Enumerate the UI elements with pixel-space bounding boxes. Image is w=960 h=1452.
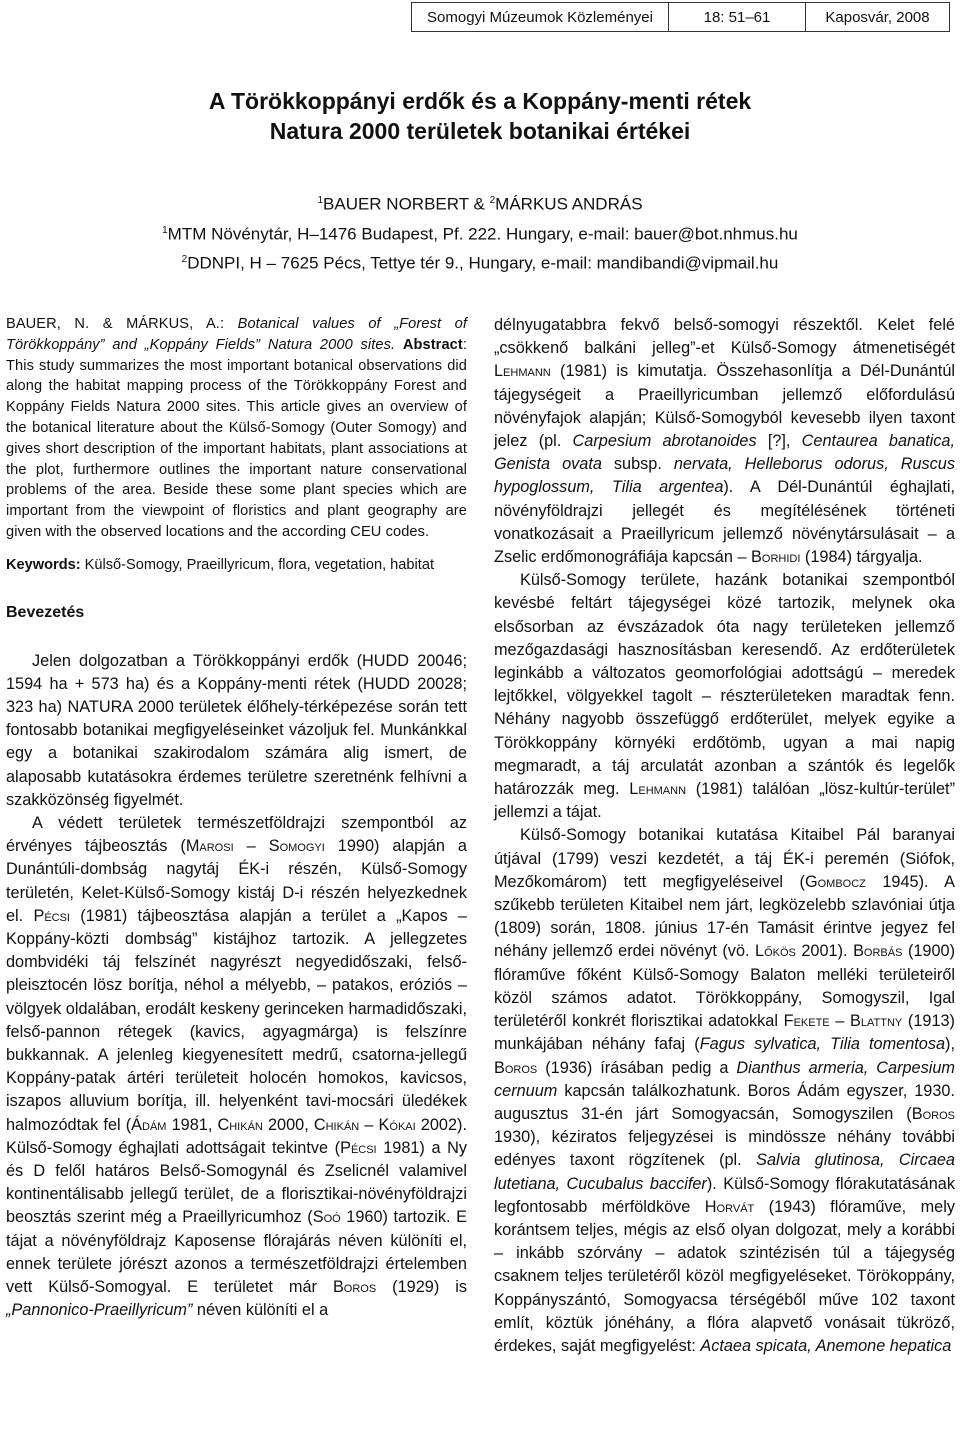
right-paragraph-3: [494, 824, 955, 1358]
t: A védett területek természetföldrajzi szempontból az érvényes tájbeosztás (: [6, 813, 467, 856]
ref-chikan: Chikán: [217, 1115, 263, 1134]
t: (1981) is kimutatja. Összehasonlítja a Dél-Dunántúl tájegységeit a Praeillyricumban jellemző előfordulású növényfajok alapján; Külső-Somogyból kevesebb ilyen taxont jelez (pl.: [494, 362, 955, 451]
ref-lehmann: Lehmann: [494, 362, 551, 381]
section-heading: Bevezetés: [6, 603, 85, 621]
aff-1-sup: 1: [162, 224, 168, 236]
t: (1929) is: [376, 1278, 467, 1297]
place-year: Kaposvár, 2008: [825, 8, 930, 26]
taxon: Centaurea banatica, Genista ovata: [494, 432, 955, 474]
t: (1913) munkájában néhány fafaj (: [494, 1012, 955, 1054]
ref-boros: Boros: [494, 1058, 538, 1077]
right-paragraph-1: [494, 314, 955, 569]
abstract-text: : This study summarizes the most important botanical observations did along the habitat mapping process of the Törökkoppány Forest and Koppány Fields Natura 2000 sites. This article gives an overview of the botanical literature about the Külső-Somogy (Outer Somogy) and gives short description of the important habitats, plant associations at the plot, furthermore outlines the important nature conservational problems of the area. Beside these some plant species which are important from the viewpoint of floristics and plant geography are given with the observed locations and the according CEU codes.: [6, 336, 468, 540]
intro-paragraph-2: [6, 812, 467, 1322]
taxon: Carpesium abrotanoides: [572, 432, 757, 451]
t: –: [829, 1012, 851, 1031]
ref-gombocz: Gombocz: [804, 872, 866, 891]
author-2-sup: 2: [489, 195, 496, 206]
taxon: Fagus sylvatica, Tilia tomentosa: [699, 1035, 946, 1054]
t: 2001).: [795, 942, 854, 961]
taxon: Actaea spicata, Anemone hepatica: [700, 1336, 952, 1355]
t: délnyugatabbra fekvő belső-somogyi részektől. Kelet felé „csökkenő balkáni jelleg”-et Külső-Somogy átmenetiségét: [494, 316, 955, 358]
ref-fekete: Fekete: [783, 1012, 830, 1031]
journal-header: [411, 2, 950, 32]
keywords-text: Külső-Somogy, Praeillyricum, flora, vegetation, habitat: [80, 556, 434, 573]
ref-lokos: Lőkös: [755, 942, 796, 961]
ref-boros: Boros: [332, 1278, 377, 1297]
t: –: [233, 837, 269, 856]
t: ). A Dél-Dunántúl éghajlati, növényföldrajzi jellegét és megítélésének történeti vonatkozásait a Praeillyricum jellemző növénytársulásait – a Zselic erdőmonográfiája kapcsán –: [494, 478, 956, 567]
affiliation-1: [0, 218, 960, 248]
abstract-label: Abstract: [402, 336, 463, 353]
intro-paragraph-1: Jelen dolgozatban a Törökkoppányi erdők (HUDD 20046; 1594 ha + 573 ha) és a Koppány-menti rétek (HUDD 20028; 323 ha) NATURA 2000 területek élőhely-térképezése során tett fontosabb botanikai megfigyeléseinket vázoljuk fel. Munkánkkal egy a botanikai szakirodalom számára alig ismert, de alaposabb kutatásokra érdemes területre szeretnénk felhívni a szakközönség figyelmét.: [6, 651, 467, 809]
ref-marosi: Marosi: [185, 837, 234, 856]
title-line-2: Natura 2000 területek botanikai értékei: [269, 118, 691, 144]
t: (1981) találóan „lösz-kultúr-terület” jellemzi a tájat.: [494, 780, 956, 822]
t: 1990) alapján a Dunántúli-dombság nagytáj ÉK-i részén, Külső-Somogy területén, Kelet-Külső-Somogy kistáj D-i részén helyezkednek el.: [6, 837, 467, 925]
ref-pecsi: Pécsi: [33, 906, 70, 925]
t: Külső-Somogy területe, hazánk botanikai szempontból kevésbé feltárt tájegységei közé tartozik, melynek oka elsősorban az évszázadok óta nagy területeken jellemző mezőgazdasági hasznosításban keresendő. Az erdőterületek leginkább a változatos geomorfológiai adottságú – meredek lejtőkkel, völgyekkel tagolt – részterületeken maradtak fenn. Néhány nagyobb összefüggő erdőterület, melyek egyike a Törökkoppány környéki erdőtömb, ugyan a mai napig megmaradt, a táj arculatát azonban a szántók és legelők határozzák meg.: [494, 571, 955, 799]
ref-kokai: Kókai: [378, 1115, 416, 1134]
t: néven különíti el a: [192, 1301, 329, 1320]
aff-2-text: DDNPI, H – 7625 Pécs, Tettye tér 9., Hungary, e-mail: mandibandi@vipmail.hu: [187, 253, 779, 273]
taxon: nervata, Helleborus odorus, Ruscus hypoglossum, Tilia argentea: [494, 455, 956, 497]
aff-2-sup: 2: [181, 254, 188, 266]
taxon: Dianthus armeria, Carpesium cernuum: [494, 1058, 955, 1100]
t: subsp.: [601, 455, 674, 474]
t: 1945). A szűkebb területen Kitaibel nem járt, legközelebb szlavóniai útja (1809) során, 1808. június 17-én Tamásit érintve jegyez fel néhány jellemző erdei növényt (vö.: [494, 872, 955, 961]
t: (1900) flóraműve főként Külső-Somogy Balaton melléki területeiről közöl számos adatot. Törökkoppány, Somogyszil, Igal területéről konkrét florisztikai adatokkal: [494, 942, 956, 1031]
t: 1981,: [166, 1115, 218, 1134]
author-1: BAUER NORBERT &: [323, 194, 490, 214]
ref-somogyi: Somogyi: [268, 837, 325, 856]
ref-lehmann: Lehmann: [629, 780, 687, 799]
t: 2000,: [262, 1115, 314, 1134]
title-line-1: A Törökkoppányi erdők és a Koppány-menti rétek: [208, 88, 752, 114]
ref-horvat: Horvát: [704, 1197, 755, 1216]
page-range: 18: 51–61: [669, 3, 806, 31]
t: (1984) tárgyalja.: [800, 548, 923, 567]
t: 2002). Külső-Somogy éghajlati adottságait tekintve (: [6, 1115, 467, 1157]
t: Külső-Somogy botanikai kutatása Kitaibel Pál baranyai útjával (1799) veszi kezdetét, a táj ÉK-i peremén (Siófok, Mezőkomárom) tett megfigyeléseivel (: [494, 826, 955, 891]
article-title: [0, 86, 960, 146]
ref-pecsi: Pécsi: [340, 1138, 377, 1157]
t: kapcsán találkozhatunk. Boros Ádám egyszer, 1930. augusztus 31-én járt Somogyacsán, Somogyszilen (: [494, 1081, 955, 1123]
abstract: [6, 314, 467, 543]
t: (1943) flóraműve, mely korántsem teljes, mégis az első olyan dolgozat, mely a korábbi – inkább szórvány – adatok szintézisén túl a tájegység csaknem teljes területéről közöl megfigyeléseket. Törökoppány, Koppányszántó, Somogyacsa térségéből műve 102 taxont említ, köztük jónéhány, a flóra alapvető vonásait tükröző, érdekes, saját megfigyelést:: [494, 1197, 955, 1355]
t: ),: [945, 1035, 955, 1054]
t: 1930), kéziratos feljegyzései is mindössze néhány további edényes taxont rögzítenek (pl.: [494, 1128, 955, 1170]
citation-title: Botanical values of „Forest of Törökkoppány” and „Koppány Fields” Natura 2000 sites.: [6, 316, 467, 353]
t: ). Külső-Somogy flórakutatásának legfontosabb mérföldköve: [494, 1174, 955, 1216]
keywords: [6, 555, 467, 576]
taxon: Salvia glutinosa, Circaea lutetiana, Cucubalus baccifer: [494, 1151, 955, 1193]
right-column: [494, 314, 955, 1358]
t: [?],: [756, 432, 802, 451]
t: 1981) a Ny és D felől határos Belső-Somogynál és Zselicnél valamivel kontinentálisabb jellegű terület, de a florisztikai-növényföldrajzi beosztás szerint még a Praeillyricumhoz (: [6, 1138, 467, 1227]
aff-1-text: MTM Növénytár, H–1476 Budapest, Pf. 222. Hungary, e-mail: bauer@bot.nhmus.hu: [167, 224, 798, 244]
authors-block: [0, 188, 960, 277]
affiliation-2: [0, 247, 960, 277]
t: (1981) tájbeosztása alapján a terület a „Kapos – Koppány-közti dombság” kistájhoz tartozik. A jellegzetes dombvidéki táj felszínét nagyrészt negyedidőszaki, felső-pleisztocén lösz borítja, néhol a mélyebb, – patakos, eróziós – völgyek oldalában, erodált keskeny gerinceken harmadidőszaki, felső-pannon rétegek (kavics, agyagmárga) is felszínre bukkannak. A jelenleg kiegyenesített medrű, csatorna-jellegű Koppány-patak ártéri területeit holocén homokos, kavicsos, iszapos alluvium borítja, ill. helyenként tavi-mocsári üledékek halmozódtak fel (: [6, 906, 467, 1134]
ref-blattny: Blattny: [850, 1012, 903, 1031]
left-column: [6, 314, 467, 1322]
ref-chikan: Chikán: [313, 1115, 360, 1134]
author-names: [0, 188, 960, 218]
right-paragraph-2: [494, 569, 955, 824]
ref-adam: Ádám: [131, 1115, 167, 1134]
ref-borhidi: Borhidi: [751, 548, 801, 567]
journal-name: Somogyi Múzeumok Közleményei: [412, 3, 669, 31]
t: 1960) tartozik. E tájat a növényföldrajz Kaposense flórajárás néven különíti el, ennek területe jórészt azonos a természetföldrajzi értelemben vett Külső-Somogyal. E területet már: [6, 1208, 467, 1297]
ref-borbas: Borbás: [853, 942, 903, 961]
t: (1936) írásában pedig a: [537, 1058, 737, 1077]
keywords-label: Keywords:: [6, 556, 81, 573]
author-2: MÁRKUS ANDRÁS: [495, 194, 643, 214]
citation: BAUER, N. & MÁRKUS, A.:: [6, 316, 238, 332]
ref-soo: Soó: [312, 1208, 341, 1227]
t: –: [359, 1115, 379, 1134]
author-1-sup: 1: [317, 195, 324, 206]
term-pannonico: „Pannonico-Praeillyricum”: [6, 1301, 193, 1320]
ref-boros: Boros: [911, 1104, 955, 1123]
